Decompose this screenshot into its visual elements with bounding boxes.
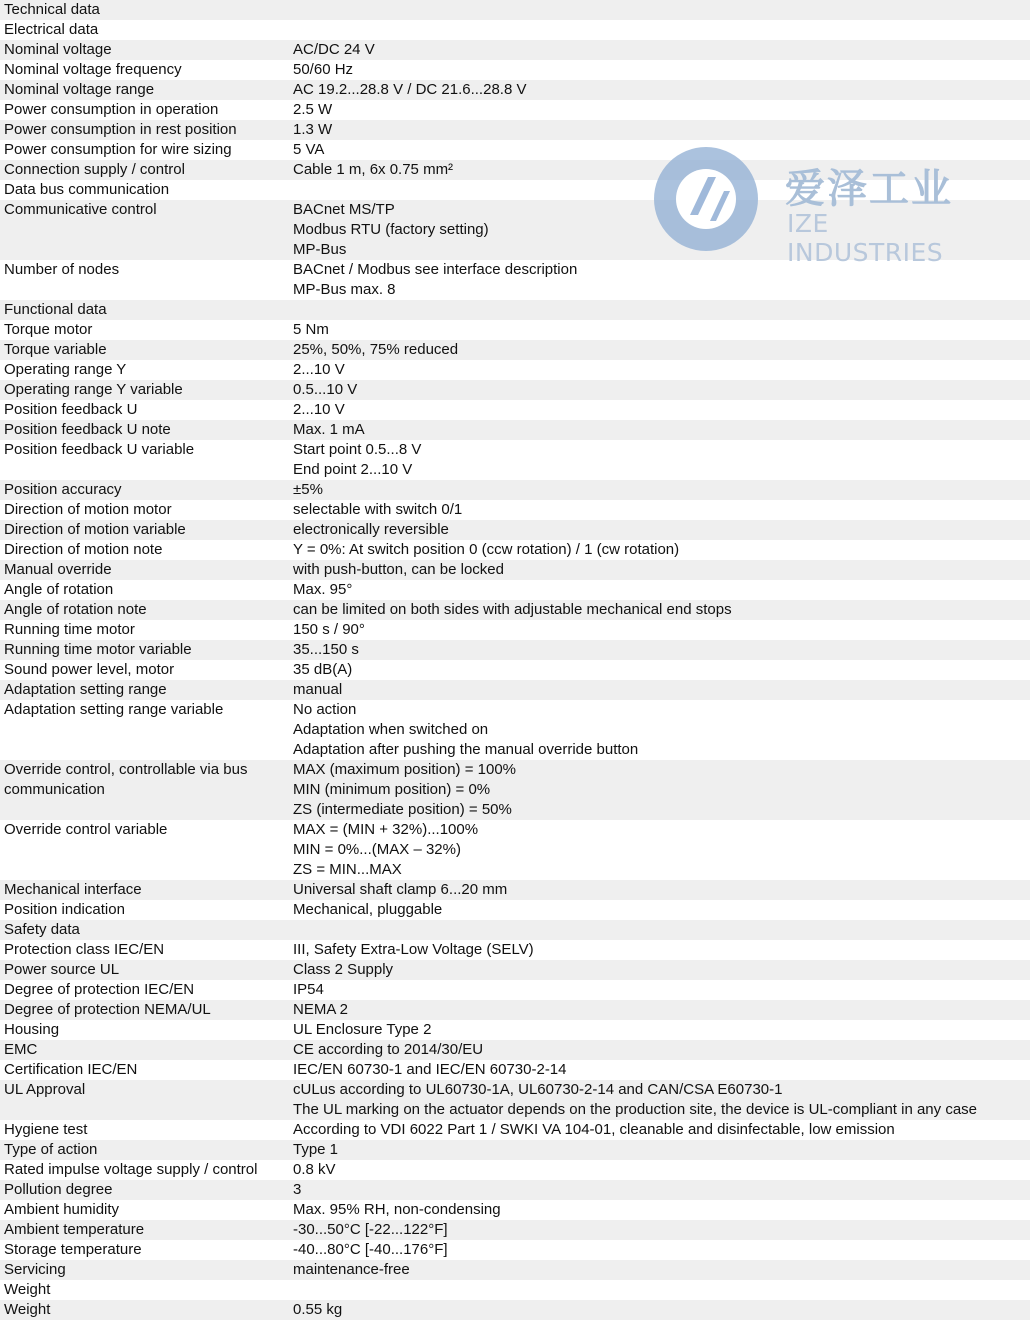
spec-value-line: 2.5 W [293, 101, 333, 118]
spec-value-line: MP-Bus max. 8 [293, 281, 396, 298]
spec-label: Override control, controllable via bus communication [4, 761, 248, 798]
spec-value-line: 35 dB(A) [293, 661, 353, 678]
spec-value-line: ZS (intermediate position) = 50% [293, 801, 512, 818]
spec-row [0, 1280, 1030, 1300]
spec-value-line: MP-Bus [293, 241, 347, 258]
spec-value-line: No action [293, 701, 357, 718]
spec-value [285, 900, 1026, 920]
spec-label: UL Approval [4, 1081, 86, 1098]
spec-value-line: NEMA 2 [293, 1001, 349, 1018]
spec-value-line: 2...10 V [293, 401, 345, 418]
spec-value [285, 80, 1026, 100]
spec-label: Torque motor [4, 321, 93, 338]
spec-row [0, 420, 1030, 440]
spec-label: Certification IEC/EN [4, 1061, 138, 1078]
spec-row [0, 880, 1030, 900]
spec-row [0, 560, 1030, 580]
spec-value-line: Adaptation after pushing the manual override button [293, 741, 639, 758]
spec-value [285, 340, 1026, 360]
spec-row [0, 640, 1030, 660]
spec-value [285, 920, 1026, 940]
spec-value [285, 880, 1026, 900]
spec-value [285, 440, 1026, 480]
spec-row [0, 100, 1030, 120]
spec-value [285, 1280, 1026, 1300]
spec-value-line: -30...50°C [-22...122°F] [293, 1221, 448, 1238]
spec-value-line: MAX = (MIN + 32%)...100% [293, 821, 479, 838]
spec-row [0, 1080, 1030, 1120]
spec-row [0, 140, 1030, 160]
spec-value-line: with push-button, can be locked [293, 561, 504, 578]
spec-label: Power consumption in rest position [4, 121, 237, 138]
spec-value-line: MIN = 0%...(MAX – 32%) [293, 841, 461, 858]
spec-label: Angle of rotation [4, 581, 114, 598]
spec-value-line: Max. 95% RH, non-condensing [293, 1201, 501, 1218]
spec-row [0, 20, 1030, 40]
spec-row [0, 1020, 1030, 1040]
spec-value-line: selectable with switch 0/1 [293, 501, 463, 518]
spec-label: Hygiene test [4, 1121, 88, 1138]
spec-value [285, 160, 1026, 180]
spec-value [285, 140, 1026, 160]
spec-row [0, 300, 1030, 320]
spec-value [285, 380, 1026, 400]
spec-value-line: MIN (minimum position) = 0% [293, 781, 491, 798]
spec-label: Direction of motion note [4, 541, 163, 558]
spec-label: Nominal voltage range [4, 81, 155, 98]
spec-value [285, 1020, 1026, 1040]
spec-row [0, 1240, 1030, 1260]
spec-value [285, 520, 1026, 540]
spec-row [0, 1180, 1030, 1200]
spec-row [0, 1160, 1030, 1180]
spec-value [285, 700, 1026, 760]
spec-label: Weight [4, 1281, 51, 1298]
spec-row [0, 60, 1030, 80]
spec-label: Connection supply / control [4, 161, 185, 178]
spec-row [0, 380, 1030, 400]
spec-row [0, 1120, 1030, 1140]
spec-value-line: 5 VA [293, 141, 325, 158]
spec-row [0, 540, 1030, 560]
spec-value [285, 1000, 1026, 1020]
spec-label: Power consumption for wire sizing [4, 141, 232, 158]
spec-label: Rated impulse voltage supply / control [4, 1161, 258, 1178]
spec-value [285, 500, 1026, 520]
spec-value-line: cULus according to UL60730-1A, UL60730-2-14 and CAN/CSA E60730-1 [293, 1081, 783, 1098]
spec-value-line: electronically reversible [293, 521, 449, 538]
spec-value [285, 560, 1026, 580]
spec-value [285, 200, 1026, 260]
spec-row [0, 500, 1030, 520]
spec-label: Housing [4, 1021, 60, 1038]
spec-value [285, 960, 1026, 980]
spec-value-line: Type 1 [293, 1141, 339, 1158]
spec-value-line: Modbus RTU (factory setting) [293, 221, 489, 238]
spec-value [285, 680, 1026, 700]
spec-value [285, 1300, 1026, 1320]
spec-row [0, 960, 1030, 980]
spec-row [0, 580, 1030, 600]
spec-value [285, 760, 1026, 820]
spec-value [285, 1260, 1026, 1280]
spec-label: Override control variable [4, 821, 168, 838]
spec-value-line: Max. 1 mA [293, 421, 365, 438]
spec-value-line: BACnet / Modbus see interface description [293, 261, 578, 278]
spec-row [0, 1000, 1030, 1020]
spec-label: Degree of protection NEMA/UL [4, 1001, 211, 1018]
spec-label: Position feedback U [4, 401, 138, 418]
spec-label: Ambient temperature [4, 1221, 145, 1238]
spec-label: Torque variable [4, 341, 107, 358]
spec-value-line: ZS = MIN...MAX [293, 861, 402, 878]
spec-label: Protection class IEC/EN [4, 941, 165, 958]
spec-value [285, 640, 1026, 660]
spec-value-line: AC/DC 24 V [293, 41, 375, 58]
spec-value-line: 0.55 kg [293, 1301, 343, 1318]
spec-label: Adaptation setting range variable [4, 701, 224, 718]
spec-label: Mechanical interface [4, 881, 142, 898]
spec-value-line: 35...150 s [293, 641, 359, 658]
spec-value-line: Cable 1 m, 6x 0.75 mm² [293, 161, 454, 178]
spec-value [285, 1040, 1026, 1060]
spec-value-line: maintenance-free [293, 1261, 410, 1278]
spec-label: Pollution degree [4, 1181, 113, 1198]
spec-value [285, 580, 1026, 600]
spec-row [0, 980, 1030, 1000]
spec-value-line: ±5% [293, 481, 323, 498]
spec-label: Electrical data [4, 21, 99, 38]
spec-value [285, 1060, 1026, 1080]
spec-value [285, 820, 1026, 880]
spec-label: Operating range Y [4, 361, 127, 378]
spec-value-line: CE according to 2014/30/EU [293, 1041, 484, 1058]
spec-row [0, 600, 1030, 620]
spec-value-line: End point 2...10 V [293, 461, 413, 478]
spec-value-line: 50/60 Hz [293, 61, 354, 78]
spec-value-line: Max. 95° [293, 581, 353, 598]
spec-label: Position indication [4, 901, 125, 918]
spec-value [285, 540, 1026, 560]
spec-value [285, 660, 1026, 680]
spec-value [285, 360, 1026, 380]
spec-row [0, 760, 1030, 820]
spec-value-line: IP54 [293, 981, 324, 998]
spec-value [285, 60, 1026, 80]
spec-value [285, 1160, 1026, 1180]
spec-label: Operating range Y variable [4, 381, 183, 398]
spec-label: Direction of motion motor [4, 501, 172, 518]
spec-label: Manual override [4, 561, 112, 578]
spec-label: Functional data [4, 301, 107, 318]
spec-label: Safety data [4, 921, 80, 938]
spec-value [285, 1180, 1026, 1200]
spec-row [0, 180, 1030, 200]
spec-label: Running time motor [4, 621, 135, 638]
spec-row [0, 440, 1030, 480]
spec-value [285, 300, 1026, 320]
spec-value-line: 2...10 V [293, 361, 345, 378]
spec-label: Ambient humidity [4, 1201, 120, 1218]
spec-value [285, 1200, 1026, 1220]
spec-label: Nominal voltage frequency [4, 61, 182, 78]
spec-value-line: 5 Nm [293, 321, 329, 338]
spec-value [285, 1120, 1026, 1140]
spec-row [0, 1140, 1030, 1160]
spec-value [285, 260, 1026, 300]
spec-value-line: -40...80°C [-40...176°F] [293, 1241, 448, 1258]
spec-row [0, 620, 1030, 640]
spec-value [285, 600, 1026, 620]
spec-value [285, 620, 1026, 640]
spec-row [0, 160, 1030, 180]
spec-value-line: 0.5...10 V [293, 381, 358, 398]
spec-row [0, 820, 1030, 880]
spec-value-line: BACnet MS/TP [293, 201, 395, 218]
spec-label: Position accuracy [4, 481, 122, 498]
spec-label: Sound power level, motor [4, 661, 175, 678]
spec-value [285, 20, 1026, 40]
spec-label: Power consumption in operation [4, 101, 219, 118]
spec-label: Storage temperature [4, 1241, 142, 1258]
spec-value-line: UL Enclosure Type 2 [293, 1021, 432, 1038]
watermark-cn-text: 爱泽工业 [785, 166, 953, 212]
spec-value [285, 320, 1026, 340]
spec-value [285, 120, 1026, 140]
spec-label: Running time motor variable [4, 641, 192, 658]
spec-label: Weight [4, 1301, 51, 1318]
spec-value-line: Y = 0%: At switch position 0 (ccw rotation) / 1 (cw rotation) [293, 541, 680, 558]
spec-row [0, 120, 1030, 140]
spec-value-line: Adaptation when switched on [293, 721, 489, 738]
spec-row [0, 1260, 1030, 1280]
spec-row [0, 680, 1030, 700]
spec-row [0, 920, 1030, 940]
spec-row [0, 1300, 1030, 1320]
spec-value [285, 480, 1026, 500]
spec-row [0, 80, 1030, 100]
spec-row [0, 200, 1030, 260]
spec-label: Degree of protection IEC/EN [4, 981, 195, 998]
spec-row [0, 700, 1030, 760]
spec-row [0, 1200, 1030, 1220]
spec-value [285, 1140, 1026, 1160]
spec-label: Technical data [4, 1, 100, 18]
spec-row [0, 940, 1030, 960]
spec-value-line: IEC/EN 60730-1 and IEC/EN 60730-2-14 [293, 1061, 567, 1078]
spec-row [0, 360, 1030, 380]
spec-value-line: Start point 0.5...8 V [293, 441, 422, 458]
spec-value-line: Mechanical, pluggable [293, 901, 443, 918]
spec-value-line: III, Safety Extra-Low Voltage (SELV) [293, 941, 534, 958]
spec-value-line: can be limited on both sides with adjustable mechanical end stops [293, 601, 732, 618]
spec-label: Nominal voltage [4, 41, 112, 58]
spec-value-line: 150 s / 90° [293, 621, 365, 638]
watermark-en-text: IZE INDUSTRIES [787, 209, 944, 267]
spec-value [285, 1080, 1026, 1120]
spec-value-line: 3 [293, 1181, 302, 1198]
spec-value-line: 0.8 kV [293, 1161, 336, 1178]
spec-value-line: Class 2 Supply [293, 961, 394, 978]
spec-label: Direction of motion variable [4, 521, 186, 538]
spec-value [285, 940, 1026, 960]
spec-row [0, 520, 1030, 540]
spec-label: Number of nodes [4, 261, 120, 278]
spec-row [0, 0, 1030, 20]
spec-row [0, 480, 1030, 500]
spec-label: Servicing [4, 1261, 66, 1278]
spec-value [285, 1220, 1026, 1240]
spec-value-line: The UL marking on the actuator depends on the production site, the device is UL-compliant in any case [293, 1101, 978, 1118]
spec-label: EMC [4, 1041, 38, 1058]
spec-value-line: According to VDI 6022 Part 1 / SWKI VA 104-01, cleanable and disinfectable, low emission [293, 1121, 895, 1138]
spec-label: Communicative control [4, 201, 157, 218]
spec-value-line: MAX (maximum position) = 100% [293, 761, 516, 778]
spec-row [0, 1060, 1030, 1080]
spec-value [285, 100, 1026, 120]
spec-label: Data bus communication [4, 181, 170, 198]
spec-row [0, 260, 1030, 300]
spec-value [285, 980, 1026, 1000]
spec-row [0, 340, 1030, 360]
spec-row [0, 1040, 1030, 1060]
spec-row [0, 400, 1030, 420]
spec-row [0, 40, 1030, 60]
spec-row [0, 1220, 1030, 1240]
spec-row [0, 900, 1030, 920]
spec-value-line: Universal shaft clamp 6...20 mm [293, 881, 508, 898]
spec-label: Adaptation setting range [4, 681, 167, 698]
spec-value [285, 400, 1026, 420]
spec-value [285, 40, 1026, 60]
spec-label: Angle of rotation note [4, 601, 147, 618]
spec-value-line: AC 19.2...28.8 V / DC 21.6...28.8 V [293, 81, 527, 98]
spec-label: Position feedback U note [4, 421, 171, 438]
spec-value-line: manual [293, 681, 343, 698]
spec-value [285, 180, 1026, 200]
spec-value-line: 25%, 50%, 75% reduced [293, 341, 459, 358]
spec-value [285, 1240, 1026, 1260]
spec-row [0, 660, 1030, 680]
spec-value [285, 420, 1026, 440]
spec-label: Power source UL [4, 961, 120, 978]
spec-label: Type of action [4, 1141, 98, 1158]
spec-value [285, 0, 1026, 20]
spec-row [0, 320, 1030, 340]
spec-value-line: 1.3 W [293, 121, 333, 138]
spec-label: Position feedback U variable [4, 441, 195, 458]
